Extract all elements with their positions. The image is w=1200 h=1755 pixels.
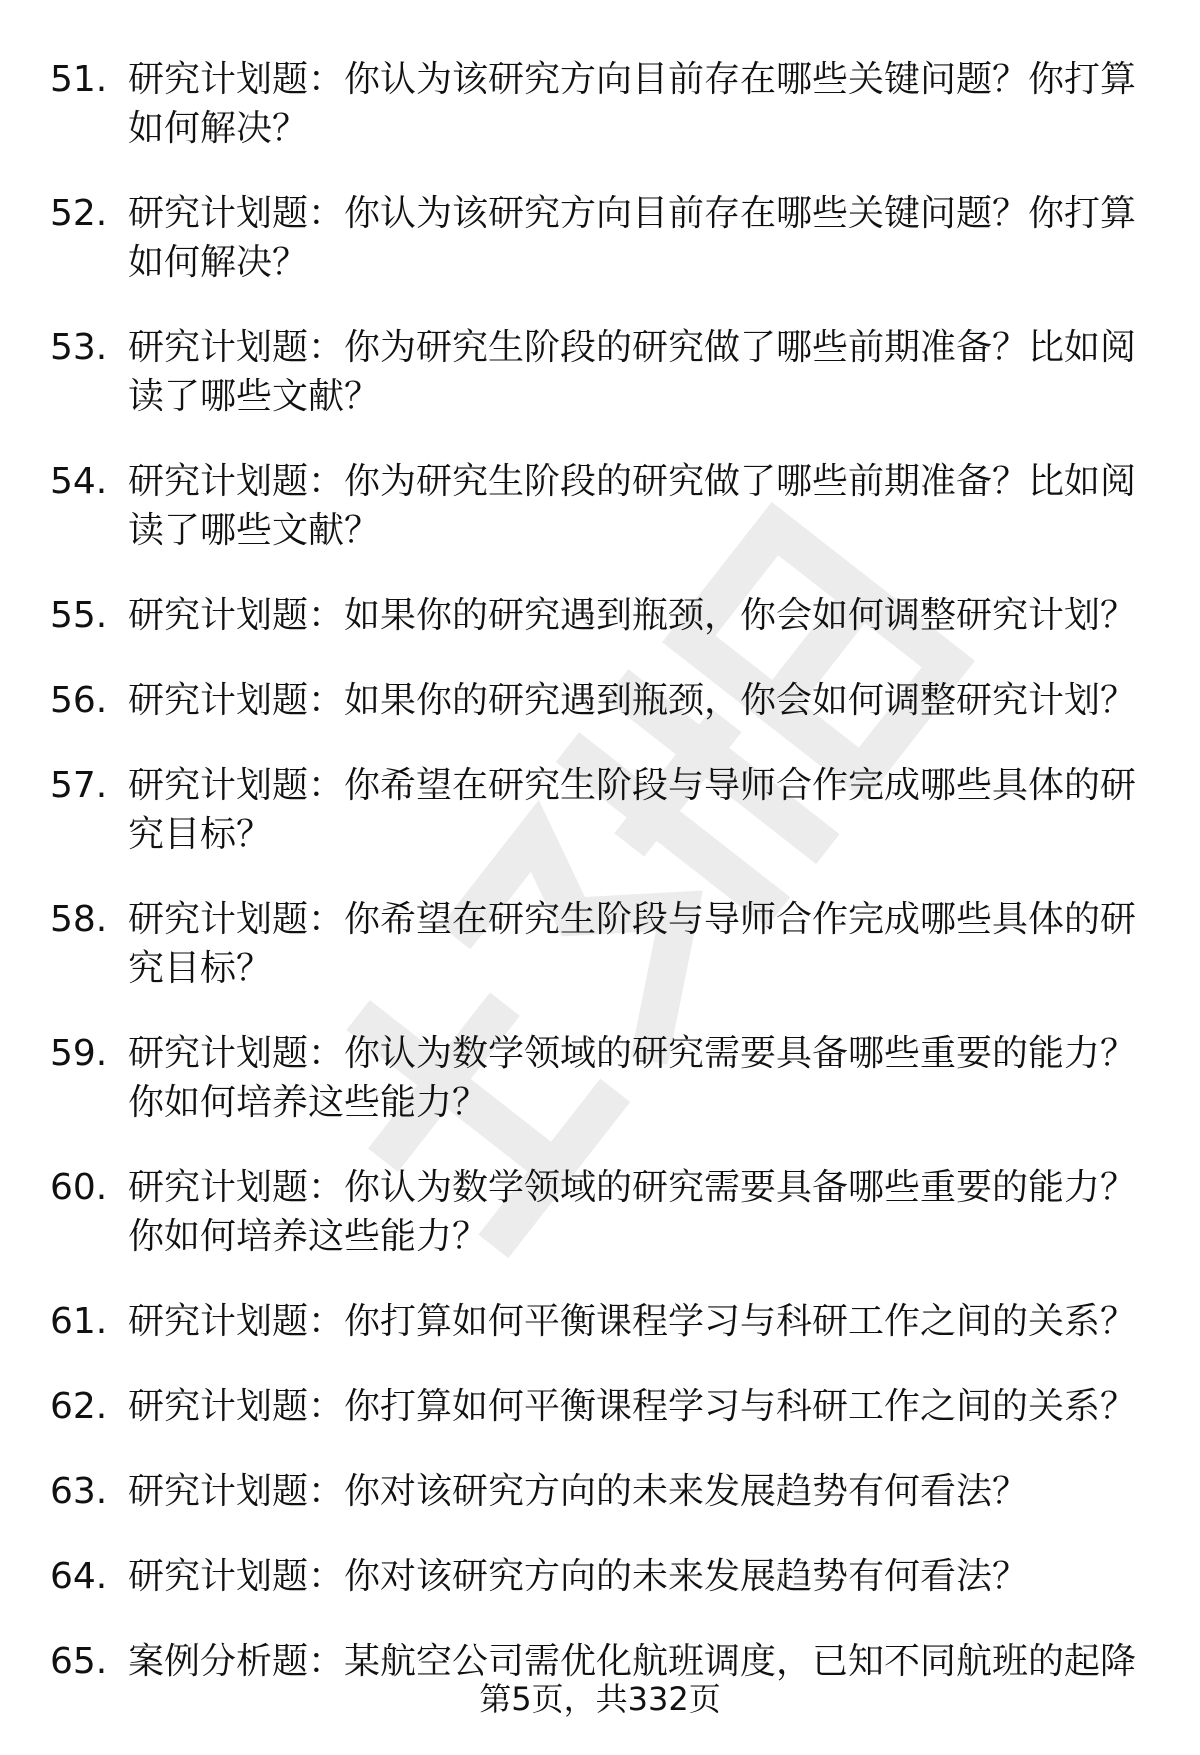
item-number: 64. [50, 1556, 108, 1597]
list-item [50, 323, 1160, 421]
item-text: 研究计划题：你认为该研究方向目前存在哪些关键问题？你打算如何解决？ [128, 59, 1137, 149]
item-number: 54. [50, 461, 108, 502]
item-number: 51. [50, 59, 108, 100]
item-number: 65. [50, 1641, 108, 1682]
question-list [50, 55, 1160, 1722]
item-number: 60. [50, 1167, 108, 1208]
item-number: 61. [50, 1301, 108, 1342]
item-number: 63. [50, 1471, 108, 1512]
item-number: 57. [50, 765, 108, 806]
list-item [50, 1552, 1160, 1601]
list-item [50, 1297, 1160, 1346]
item-text: 研究计划题：你为研究生阶段的研究做了哪些前期准备？比如阅读了哪些文献？ [128, 327, 1137, 417]
item-number: 55. [50, 595, 108, 636]
item-text: 研究计划题：你对该研究方向的未来发展趋势有何看法？ [128, 1556, 1029, 1597]
item-text: 研究计划题：你为研究生阶段的研究做了哪些前期准备？比如阅读了哪些文献？ [128, 461, 1137, 551]
item-text: 研究计划题：你希望在研究生阶段与导师合作完成哪些具体的研究目标？ [128, 899, 1137, 989]
item-text: 研究计划题：你认为该研究方向目前存在哪些关键问题？你打算如何解决？ [128, 193, 1137, 283]
list-item [50, 761, 1160, 859]
item-text: 研究计划题：你认为数学领域的研究需要具备哪些重要的能力？你如何培养这些能力？ [128, 1033, 1137, 1123]
list-item [50, 1163, 1160, 1261]
list-item [50, 55, 1160, 153]
item-number: 62. [50, 1386, 108, 1427]
item-number: 56. [50, 680, 108, 721]
page-number-footer: 第5页，共332页 [479, 1680, 721, 1718]
list-item [50, 591, 1160, 640]
list-item [50, 676, 1160, 725]
item-number: 59. [50, 1033, 108, 1074]
item-number: 58. [50, 899, 108, 940]
item-text: 研究计划题：你认为数学领域的研究需要具备哪些重要的能力？你如何培养这些能力？ [128, 1167, 1137, 1257]
item-text: 研究计划题：你打算如何平衡课程学习与科研工作之间的关系？ [128, 1386, 1137, 1427]
item-number: 53. [50, 327, 108, 368]
item-text: 研究计划题：如果你的研究遇到瓶颈，你会如何调整研究计划？ [128, 595, 1137, 636]
item-number: 52. [50, 193, 108, 234]
list-item [50, 189, 1160, 287]
item-text: 研究计划题：你希望在研究生阶段与导师合作完成哪些具体的研究目标？ [128, 765, 1137, 855]
item-text: 案例分析题：某航空公司需优化航班调度，已知不同航班的起降 [128, 1641, 1137, 1682]
item-text: 研究计划题：你打算如何平衡课程学习与科研工作之间的关系？ [128, 1301, 1137, 1342]
list-item [50, 1467, 1160, 1516]
list-item [50, 1382, 1160, 1431]
item-text: 研究计划题：你对该研究方向的未来发展趋势有何看法？ [128, 1471, 1029, 1512]
list-item [50, 457, 1160, 555]
item-text: 研究计划题：如果你的研究遇到瓶颈，你会如何调整研究计划？ [128, 680, 1137, 721]
list-item [50, 895, 1160, 993]
list-item [50, 1029, 1160, 1127]
